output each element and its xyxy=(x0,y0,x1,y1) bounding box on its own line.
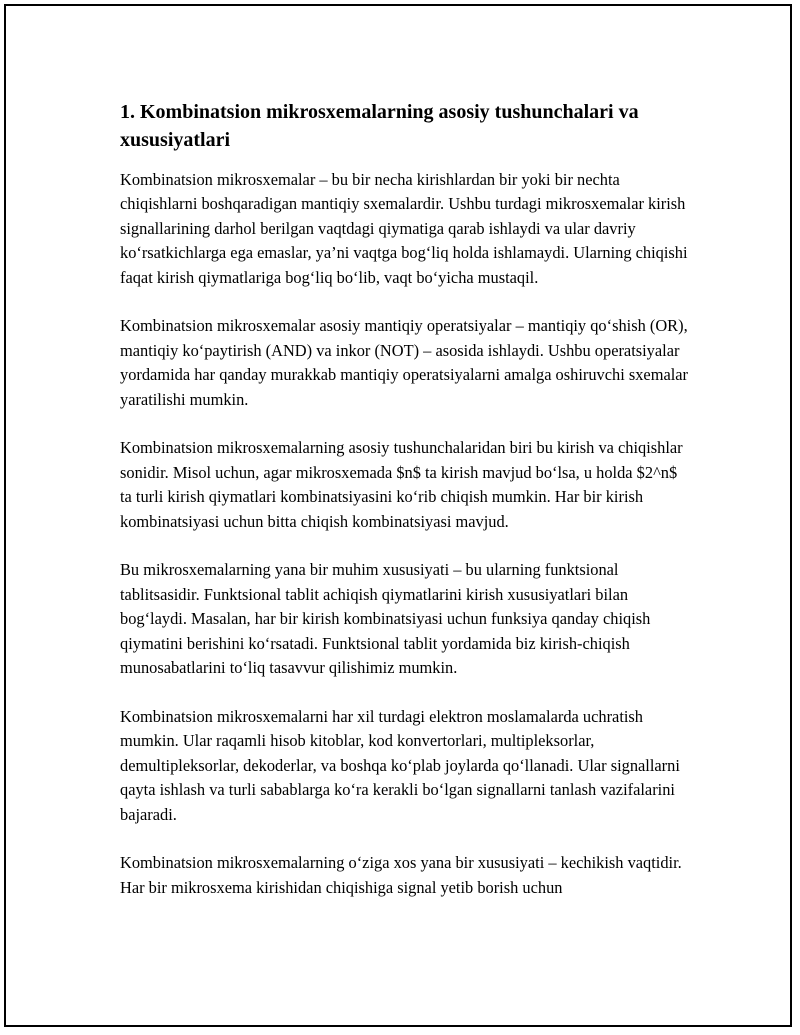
section-heading: 1. Kombinatsion mikrosxemalarning asosiy tushunchalari va xususiyatlari xyxy=(120,101,639,151)
paragraph-4: Bu mikrosxemalarning yana bir muhim xususiyati – bu ularning funktsional tablitsasidir. Funktsional tablit achiqish qiymatlarini kirish xususiyatlari bilan bog‘laydi. Masalan, har bir kirish kombinatsiyasi uchun funksiya qanday chiqish qiymatini berishini ko‘rsatadi. Funktsional tablit yordamida biz kirish-chiqish munosabatlarini to‘liq tasavvur qilishimiz mumkin. xyxy=(120,560,651,678)
paragraph-6: Kombinatsion mikrosxemalarning o‘ziga xos yana bir xususiyati – kechikish vaqtidir. Har bir mikrosxema kirishidan chiqishiga signal yetib borish uchun xyxy=(120,853,682,897)
paragraph-3: Kombinatsion mikrosxemalarning asosiy tushunchalaridan biri bu kirish va chiqishlar sonidir. Misol uchun, agar mikrosxemada $n$ ta kirish mavjud bo‘lsa, u holda $2^n$ ta turli kirish qiymatlari kombinatsiyasini ko‘rib chiqish mumkin. Har bir kirish kombinatsiyasi uchun bitta chiqish kombinatsiyasi mavjud. xyxy=(120,438,683,531)
paragraph-5: Kombinatsion mikrosxemalarni har xil turdagi elektron moslamalarda uchratish mumkin. Ular raqamli hisob kitoblar, kod konvertorlari, multipleksorlar, demultipleksorlar, dekoderlar, va boshqa ko‘plab joylarda qo‘llanadi. Ular signallarni qayta ishlash va turli sabablarga ko‘ra kerakli bo‘lgan signallarni tanlash vazifalarini bajaradi. xyxy=(120,706,680,824)
document-body xyxy=(120,98,692,925)
page-frame xyxy=(4,4,792,1027)
paragraph-2: Kombinatsion mikrosxemalar asosiy mantiqiy operatsiyalar – mantiqiy qo‘shish (OR), mantiqiy ko‘paytirish (AND) va inkor (NOT) – asosida ishlaydi. Ushbu operatsiyalar yordamida har qanday murakkab mantiqiy operatsiyalarni amalga oshiruvchi sxemalar yaratilishi mumkin. xyxy=(120,316,689,409)
paragraph-1: Kombinatsion mikrosxemalar – bu bir necha kirishlardan bir yoki bir nechta chiqishlarni boshqaradigan mantiqiy sxemalardir. Ushbu turdagi mikrosxemalar kirish signallarining darhol berilgan vaqtdagi qiymatiga qarab ishlaydi va ular davriy ko‘rsatkichlarga ega emaslar, ya’ni vaqtga bog‘liq holda ishlamaydi. Ularning chiqishi faqat kirish qiymatlariga bog‘liq bo‘lib, vaqt bo‘yicha mustaqil. xyxy=(120,170,688,287)
